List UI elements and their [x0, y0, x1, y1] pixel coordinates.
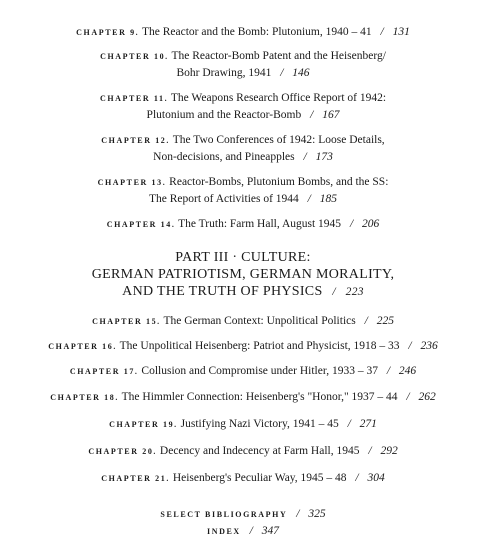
chapter-label: CHAPTER 21. [101, 474, 170, 483]
separator: / [296, 508, 300, 520]
page-number: 236 [420, 340, 438, 352]
separator: / [368, 445, 372, 457]
toc-entry-chapter-19[interactable] [0, 416, 486, 433]
toc-entry-chapter-11[interactable] [0, 90, 486, 123]
part-heading-line-1: PART III · CULTURE: [175, 250, 311, 265]
separator: / [347, 418, 351, 430]
page-number: 325 [308, 508, 326, 520]
separator: / [408, 340, 412, 352]
separator: / [310, 109, 314, 121]
chapter-title: The Truth: Farm Hall, August 1945 [178, 218, 342, 230]
page-number: 173 [315, 151, 333, 163]
toc-entry-chapter-16[interactable] [0, 338, 486, 355]
page-number: 223 [345, 286, 364, 298]
page-number: 292 [380, 445, 398, 457]
page-number: 131 [392, 26, 410, 38]
chapter-label: CHAPTER 19. [109, 420, 178, 429]
page-number: 185 [319, 193, 337, 205]
page-number: 146 [292, 67, 310, 79]
toc-entry-index[interactable] [0, 523, 486, 540]
chapter-title: Collusion and Compromise under Hitler, 1933 – 37 [141, 365, 378, 377]
separator: / [380, 26, 384, 38]
chapter-title: The German Context: Unpolitical Politics [163, 315, 356, 327]
chapter-label: CHAPTER 15. [92, 317, 161, 326]
toc-entry-chapter-17[interactable] [0, 363, 486, 380]
page-number: 246 [398, 365, 417, 377]
chapter-title: The Reactor and the Bomb: Plutonium, 1940 – 41 [141, 26, 372, 38]
toc-entry-chapter-20[interactable] [0, 443, 486, 460]
chapter-title: Justifying Nazi Victory, 1941 – 45 [180, 418, 339, 430]
chapter-title: The Weapons Research Office Report of 1942: [170, 92, 387, 104]
toc-entry-chapter-14[interactable] [0, 216, 486, 233]
chapter-label: CHAPTER 13. [97, 178, 167, 187]
page-number: 271 [359, 418, 377, 430]
separator: / [386, 365, 391, 377]
index-label: INDEX [207, 527, 241, 536]
separator: / [303, 151, 307, 163]
chapter-title: Heisenberg's Peculiar Way, 1945 – 48 [172, 472, 347, 484]
part-heading-line-3: AND THE TRUTH OF PHYSICS [122, 284, 323, 299]
chapter-title-line-2: The Report of Activities of 1944 [149, 193, 299, 205]
chapter-title-line-2: Bohr Drawing, 1941 [176, 67, 272, 79]
chapter-label: CHAPTER 17. [69, 367, 139, 376]
part-heading[interactable] [0, 249, 486, 301]
separator: / [332, 286, 336, 298]
chapter-title: Reactor-Bombs, Plutonium Bombs, and the SS: [169, 176, 389, 188]
separator: / [406, 391, 410, 403]
page-number: 167 [322, 109, 340, 121]
separator: / [280, 67, 284, 79]
toc-entry-chapter-21[interactable] [0, 470, 486, 487]
chapter-label: CHAPTER 18. [50, 393, 119, 402]
toc-entry-bibliography[interactable] [0, 506, 486, 523]
chapter-title: The Himmler Connection: Heisenberg's "Honor," 1937 – 44 [121, 391, 398, 403]
page-number: 347 [261, 525, 279, 537]
separator: / [249, 525, 253, 537]
separator: / [364, 315, 368, 327]
bibliography-label: SELECT BIBLIOGRAPHY [160, 510, 288, 519]
chapter-title-line-2: Non-decisions, and Pineapples [153, 151, 295, 163]
separator: / [307, 193, 311, 205]
toc-entry-chapter-13[interactable] [0, 174, 486, 207]
chapter-label: CHAPTER 20. [88, 447, 158, 456]
page-number: 262 [418, 391, 436, 403]
separator: / [349, 218, 354, 230]
chapter-label: CHAPTER 12. [101, 136, 171, 145]
part-heading-line-2: GERMAN PATRIOTISM, GERMAN MORALITY, [91, 267, 395, 282]
chapter-label: CHAPTER 14. [106, 220, 176, 229]
toc-entry-chapter-10[interactable] [0, 48, 486, 81]
page-number: 304 [367, 472, 385, 484]
toc-entry-chapter-18[interactable] [0, 389, 486, 406]
chapter-title: The Unpolitical Heisenberg: Patriot and Physicist, 1918 – 33 [119, 340, 400, 352]
chapter-title-line-2: Plutonium and the Reactor-Bomb [146, 109, 302, 121]
chapter-label: CHAPTER 11. [99, 94, 169, 103]
chapter-label: CHAPTER 9. [76, 28, 140, 37]
toc-entry-chapter-15[interactable] [0, 313, 486, 330]
page-number: 225 [376, 315, 394, 327]
separator: / [355, 472, 359, 484]
chapter-title: Decency and Indecency at Farm Hall, 1945 [159, 445, 360, 457]
chapter-label: CHAPTER 16. [48, 342, 117, 351]
toc-entry-chapter-12[interactable] [0, 132, 486, 165]
toc-entry-chapter-9[interactable] [0, 24, 486, 41]
page-number: 206 [362, 218, 380, 230]
chapter-title: The Reactor-Bomb Patent and the Heisenberg/ [171, 50, 386, 62]
chapter-label: CHAPTER 10. [100, 52, 169, 61]
chapter-title: The Two Conferences of 1942: Loose Details, [172, 134, 385, 146]
